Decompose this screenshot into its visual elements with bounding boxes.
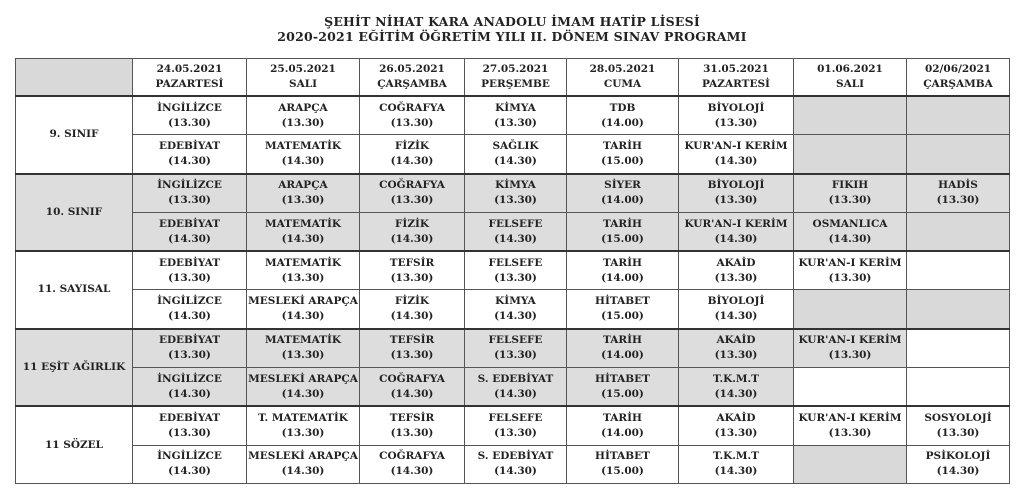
exam-time: (15.00) <box>601 232 644 245</box>
exam-subject: İNGİLİZCE <box>157 372 222 385</box>
exam-time: (13.30) <box>168 194 211 207</box>
exam-time: (13.30) <box>714 349 758 362</box>
exam-cell <box>465 174 567 213</box>
class-group-label: 11 SÖZEL <box>16 406 133 483</box>
exam-cell <box>465 406 567 445</box>
header-day: PAZARTESİ <box>702 78 770 90</box>
exam-time: (13.30) <box>714 427 758 440</box>
exam-time: (14.30) <box>494 465 537 478</box>
exam-subject: MATEMATİK <box>264 139 342 152</box>
exam-cell <box>247 329 360 368</box>
exam-time: (15.00) <box>601 387 644 400</box>
header-day: ÇARŞAMBA <box>377 78 447 90</box>
exam-cell <box>247 96 360 135</box>
header-day: PERŞEMBE <box>481 78 550 90</box>
exam-time: (14.30) <box>281 232 325 245</box>
header-date: 02/06/2021 <box>924 63 992 75</box>
class-group-label: 11. SAYISAL <box>16 251 133 329</box>
date-header-3 <box>360 59 465 97</box>
exam-subject: İNGİLİZCE <box>157 179 222 192</box>
exam-time: (13.30) <box>936 194 980 207</box>
header-date: 25.05.2021 <box>270 63 336 75</box>
schedule-row <box>16 174 1010 213</box>
exam-subject: COĞRAFYA <box>379 450 445 463</box>
exam-time: (13.30) <box>281 194 325 207</box>
exam-subject: MATEMATİK <box>264 217 342 230</box>
exam-time: (15.00) <box>601 465 644 478</box>
exam-subject: SİYER <box>604 179 641 192</box>
exam-cell <box>794 212 907 251</box>
exam-subject: ARAPÇA <box>278 101 328 114</box>
exam-subject: COĞRAFYA <box>379 372 445 385</box>
exam-subject: MESLEKİ ARAPÇA <box>248 450 358 463</box>
exam-subject: OSMANLICA <box>812 217 888 230</box>
empty-cell <box>794 96 907 135</box>
exam-subject: EDEBİYAT <box>158 334 221 347</box>
exam-cell <box>465 368 567 407</box>
schedule-row <box>16 445 1010 483</box>
exam-subject: MATEMATİK <box>264 256 342 269</box>
school-title: ŞEHİT NİHAT KARA ANADOLU İMAM HATİP LİSESİ <box>324 14 700 29</box>
exam-cell <box>247 212 360 251</box>
exam-subject: KUR'AN-I KERİM <box>684 217 788 230</box>
exam-subject: AKAİD <box>716 256 756 269</box>
exam-cell <box>465 290 567 329</box>
exam-cell <box>133 96 247 135</box>
exam-cell <box>794 251 907 290</box>
exam-time: (13.30) <box>281 349 325 362</box>
exam-time: (14.30) <box>714 465 758 478</box>
exam-cell <box>567 329 679 368</box>
exam-time: (14.30) <box>390 387 434 400</box>
exam-cell <box>567 212 679 251</box>
exam-subject: HİTABET <box>595 450 650 463</box>
exam-subject: FELSEFE <box>488 217 543 230</box>
exam-time: (14.00) <box>601 194 644 207</box>
exam-subject: İNGİLİZCE <box>157 101 222 114</box>
schedule-row <box>16 329 1010 368</box>
date-header-5 <box>567 59 679 97</box>
class-group-label: 10. SINIF <box>16 174 133 252</box>
exam-subject: BİYOLOJİ <box>707 179 765 192</box>
exam-cell <box>567 368 679 407</box>
exam-time: (14.30) <box>936 465 980 478</box>
exam-time: (15.00) <box>601 310 644 323</box>
exam-time: (13.30) <box>828 271 872 284</box>
exam-cell <box>360 212 465 251</box>
corner-cell <box>16 59 133 97</box>
exam-time: (14.30) <box>714 154 758 167</box>
exam-cell <box>360 445 465 483</box>
exam-cell <box>133 290 247 329</box>
exam-cell <box>133 135 247 174</box>
header-date: 26.05.2021 <box>379 63 445 75</box>
exam-subject: KUR'AN-I KERİM <box>798 412 902 425</box>
exam-subject: S. EDEBİYAT <box>477 450 554 463</box>
date-header-4 <box>465 59 567 97</box>
empty-cell <box>907 251 1010 290</box>
exam-subject: FİZİK <box>394 139 430 152</box>
exam-time: (13.30) <box>390 116 434 129</box>
exam-cell <box>465 329 567 368</box>
exam-cell <box>567 174 679 213</box>
exam-subject: İNGİLİZCE <box>157 450 222 463</box>
exam-schedule-table <box>15 58 1010 484</box>
header-day: ÇARŞAMBA <box>923 78 993 90</box>
header-day: PAZARTESİ <box>155 78 224 90</box>
exam-cell <box>247 368 360 407</box>
exam-subject: EDEBİYAT <box>158 412 221 425</box>
schedule-row <box>16 290 1010 329</box>
exam-time: (13.30) <box>828 349 872 362</box>
exam-cell <box>679 96 794 135</box>
empty-cell <box>794 135 907 174</box>
empty-cell <box>907 96 1010 135</box>
exam-cell <box>567 290 679 329</box>
exam-time: (14.30) <box>494 310 537 323</box>
exam-subject: S. EDEBİYAT <box>477 372 554 385</box>
exam-cell <box>247 445 360 483</box>
exam-subject: AKAİD <box>716 412 756 425</box>
exam-time: (14.30) <box>168 465 211 478</box>
exam-time: (13.30) <box>494 427 537 440</box>
date-header-2 <box>247 59 360 97</box>
exam-cell <box>360 329 465 368</box>
exam-subject: TARİH <box>603 139 642 152</box>
exam-cell <box>133 174 247 213</box>
exam-subject: KİMYA <box>495 295 536 308</box>
exam-cell <box>679 174 794 213</box>
exam-subject: HADİS <box>938 179 978 192</box>
exam-subject: TARİH <box>603 412 642 425</box>
exam-subject: AKAİD <box>716 334 756 347</box>
exam-cell <box>567 96 679 135</box>
program-title: 2020-2021 EĞİTİM ÖĞRETİM YILI II. DÖNEM SINAV PROGRAMI <box>277 29 747 44</box>
empty-cell <box>907 212 1010 251</box>
exam-cell <box>247 290 360 329</box>
exam-subject: KİMYA <box>495 101 536 114</box>
exam-cell <box>679 135 794 174</box>
exam-time: (13.30) <box>390 271 434 284</box>
exam-subject: TARİH <box>603 334 642 347</box>
exam-subject: T.K.M.T <box>713 450 759 463</box>
exam-time: (13.30) <box>494 271 537 284</box>
header-row <box>16 59 1010 97</box>
exam-cell <box>465 251 567 290</box>
exam-time: (13.30) <box>936 427 980 440</box>
exam-time: (14.30) <box>168 154 211 167</box>
class-group-label: 9. SINIF <box>16 96 133 174</box>
exam-subject: TDB <box>609 101 636 114</box>
exam-time: (13.30) <box>714 194 758 207</box>
date-header-6 <box>679 59 794 97</box>
exam-subject: ARAPÇA <box>278 179 328 192</box>
exam-cell <box>465 135 567 174</box>
exam-cell <box>679 251 794 290</box>
exam-cell <box>360 290 465 329</box>
exam-time: (13.30) <box>390 194 434 207</box>
exam-subject: FELSEFE <box>488 412 543 425</box>
exam-cell <box>794 174 907 213</box>
exam-subject: EDEBİYAT <box>158 139 221 152</box>
header-day: SALI <box>835 78 865 90</box>
exam-time: (14.30) <box>168 387 211 400</box>
exam-time: (14.30) <box>494 387 537 400</box>
exam-time: (13.30) <box>168 427 211 440</box>
exam-subject: TARİH <box>603 217 642 230</box>
exam-subject: KUR'AN-I KERİM <box>798 334 902 347</box>
header-date: 24.05.2021 <box>156 63 223 75</box>
exam-cell <box>360 251 465 290</box>
exam-cell <box>907 445 1010 483</box>
exam-subject: FELSEFE <box>488 256 543 269</box>
exam-time: (14.30) <box>494 154 537 167</box>
schedule-row <box>16 96 1010 135</box>
exam-cell <box>465 445 567 483</box>
exam-subject: BİYOLOJİ <box>707 295 765 308</box>
exam-time: (13.30) <box>168 116 211 129</box>
exam-time: (14.30) <box>390 465 434 478</box>
header-date: 27.05.2021 <box>482 63 549 75</box>
exam-time: (15.00) <box>601 154 644 167</box>
exam-cell <box>133 212 247 251</box>
exam-time: (13.30) <box>168 349 211 362</box>
exam-subject: BİYOLOJİ <box>707 101 765 114</box>
exam-time: (13.30) <box>714 271 758 284</box>
exam-subject: T.K.M.T <box>713 372 759 385</box>
exam-time: (13.30) <box>714 116 758 129</box>
exam-cell <box>133 368 247 407</box>
exam-time: (14.30) <box>281 310 325 323</box>
exam-subject: SOSYOLOJİ <box>924 412 992 425</box>
exam-cell <box>360 368 465 407</box>
exam-subject: MESLEKİ ARAPÇA <box>248 372 358 385</box>
exam-time: (14.30) <box>714 232 758 245</box>
exam-subject: FELSEFE <box>488 334 543 347</box>
empty-cell <box>907 368 1010 407</box>
exam-time: (13.30) <box>390 427 434 440</box>
exam-subject: KUR'AN-I KERİM <box>798 256 902 269</box>
date-header-7 <box>794 59 907 97</box>
exam-cell <box>247 251 360 290</box>
exam-cell <box>133 251 247 290</box>
schedule-row <box>16 406 1010 445</box>
exam-cell <box>465 212 567 251</box>
date-header-8 <box>907 59 1010 97</box>
exam-time: (14.30) <box>390 232 434 245</box>
exam-subject: KUR'AN-I KERİM <box>684 139 788 152</box>
exam-subject: T. MATEMATİK <box>258 412 348 425</box>
exam-subject: MESLEKİ ARAPÇA <box>248 295 358 308</box>
exam-subject: HİTABET <box>595 295 650 308</box>
exam-cell <box>133 329 247 368</box>
exam-cell <box>679 329 794 368</box>
class-group-label: 11 EŞİT AĞIRLIK <box>16 329 133 407</box>
header-day: CUMA <box>603 78 642 90</box>
exam-cell <box>465 96 567 135</box>
exam-cell <box>679 368 794 407</box>
empty-cell <box>794 290 907 329</box>
exam-cell <box>247 406 360 445</box>
exam-cell <box>360 174 465 213</box>
exam-subject: EDEBİYAT <box>158 256 221 269</box>
exam-cell <box>567 445 679 483</box>
exam-cell <box>567 135 679 174</box>
exam-time: (13.30) <box>390 349 434 362</box>
schedule-row <box>16 212 1010 251</box>
exam-time: (14.30) <box>714 387 758 400</box>
exam-time: (14.30) <box>494 232 537 245</box>
exam-subject: FİZİK <box>394 295 430 308</box>
exam-time: (14.00) <box>601 349 644 362</box>
exam-cell <box>247 174 360 213</box>
exam-time: (13.30) <box>281 271 325 284</box>
exam-time: (13.30) <box>494 349 537 362</box>
exam-cell <box>907 174 1010 213</box>
exam-time: (13.30) <box>494 116 537 129</box>
date-header-1 <box>133 59 247 97</box>
exam-subject: EDEBİYAT <box>158 217 221 230</box>
exam-subject: TARİH <box>603 256 642 269</box>
exam-cell <box>679 212 794 251</box>
exam-cell <box>907 406 1010 445</box>
exam-time: (13.30) <box>281 116 325 129</box>
exam-time: (13.30) <box>828 427 872 440</box>
exam-cell <box>679 290 794 329</box>
exam-subject: COĞRAFYA <box>379 101 445 114</box>
exam-subject: MATEMATİK <box>264 334 342 347</box>
exam-time: (14.30) <box>281 154 325 167</box>
exam-cell <box>360 406 465 445</box>
exam-time: (14.30) <box>281 387 325 400</box>
exam-time: (14.30) <box>168 232 211 245</box>
exam-time: (14.30) <box>390 310 434 323</box>
exam-time: (13.30) <box>281 427 325 440</box>
exam-subject: TEFSİR <box>389 334 435 347</box>
exam-subject: FIKIH <box>831 179 869 192</box>
schedule-row <box>16 368 1010 407</box>
exam-subject: PSİKOLOJİ <box>925 450 991 463</box>
exam-cell <box>794 406 907 445</box>
exam-cell <box>360 96 465 135</box>
exam-time: (14.30) <box>714 310 758 323</box>
header-date: 01.06.2021 <box>817 63 883 75</box>
exam-time: (14.30) <box>168 310 211 323</box>
exam-time: (14.00) <box>601 116 644 129</box>
exam-time: (13.30) <box>168 271 211 284</box>
empty-cell <box>907 329 1010 368</box>
exam-subject: FİZİK <box>394 217 430 230</box>
exam-cell <box>679 406 794 445</box>
exam-time: (14.00) <box>601 271 644 284</box>
empty-cell <box>907 290 1010 329</box>
exam-subject: İNGİLİZCE <box>157 295 222 308</box>
exam-cell <box>247 135 360 174</box>
empty-cell <box>794 368 907 407</box>
empty-cell <box>794 445 907 483</box>
empty-cell <box>907 135 1010 174</box>
header-date: 31.05.2021 <box>703 63 769 75</box>
exam-cell <box>567 251 679 290</box>
document-header <box>0 14 1024 44</box>
exam-time: (14.30) <box>828 232 872 245</box>
exam-subject: HİTABET <box>595 372 650 385</box>
exam-cell <box>133 445 247 483</box>
exam-cell <box>133 406 247 445</box>
exam-cell <box>360 135 465 174</box>
exam-subject: COĞRAFYA <box>379 179 445 192</box>
exam-subject: SAĞLIK <box>492 139 539 152</box>
exam-time: (13.30) <box>828 194 872 207</box>
header-day: SALI <box>288 78 318 90</box>
exam-subject: TEFSİR <box>389 412 435 425</box>
exam-cell <box>679 445 794 483</box>
exam-time: (14.30) <box>281 465 325 478</box>
exam-subject: KİMYA <box>495 179 536 192</box>
exam-time: (14.30) <box>390 154 434 167</box>
exam-time: (13.30) <box>494 194 537 207</box>
exam-subject: TEFSİR <box>389 256 435 269</box>
exam-cell <box>567 406 679 445</box>
schedule-row <box>16 135 1010 174</box>
exam-cell <box>794 329 907 368</box>
header-date: 28.05.2021 <box>589 63 656 75</box>
exam-time: (14.00) <box>601 427 644 440</box>
schedule-row <box>16 251 1010 290</box>
